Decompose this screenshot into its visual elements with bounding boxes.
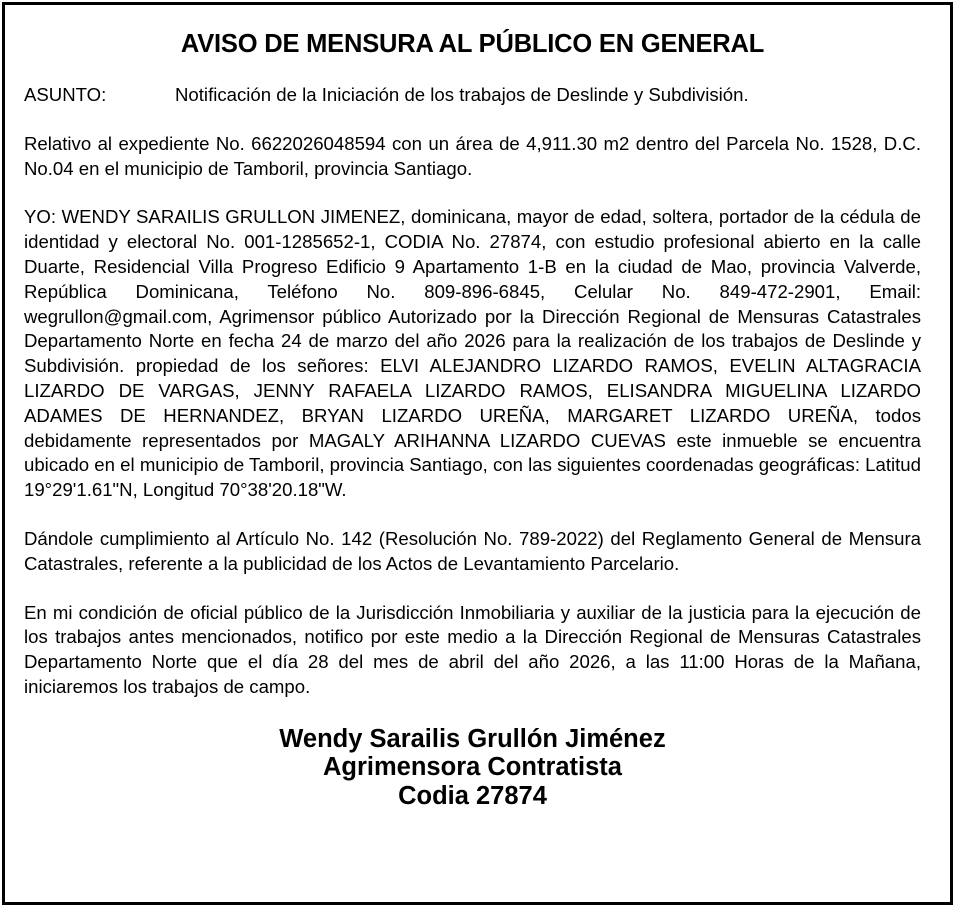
signature-role: Agrimensora Contratista [323,753,622,782]
signature-codia: Codia 27874 [398,781,547,810]
subject-line [24,83,921,108]
subject-text: Notificación de la Iniciación de los trabajos de Deslinde y Subdivisión. [175,84,749,105]
notice-document [24,30,921,810]
paragraph-expediente: Relativo al expediente No. 6622026048594 con un área de 4,911.30 m2 dentro del Parcela No. 1528, D.C. No.04 en el municipio de Tamboril, provincia Santiago. [24,132,921,179]
subject-label: ASUNTO: [24,84,107,105]
paragraph-declarant: YO: WENDY SARAILIS GRULLON JIMENEZ, dominicana, mayor de edad, soltera, portador de la cédula de identidad y electoral No. 001-1285652-1, CODIA No. 27874, con estudio profesional abierto en la calle Duarte, Residencial Villa Progreso Edificio 9 Apartamento 1-B en la ciudad de Mao, provincia Valverde, República Dominicana, Teléfono No. 809-896-6845, Celular No. 849-472-2901, Email: wegrullon@gmail.com, Agrimensor público Autorizado por la Dirección Regional de Mensuras Catastrales Departamento Norte en fecha 24 de marzo del año 2026 para la realización de los trabajos de Deslinde y Subdivisión. propiedad de los señores: ELVI ALEJANDRO LIZARDO RAMOS, EVELIN ALTAGRACIA LIZARDO DE VARGAS, JENNY RAFAELA LIZARDO RAMOS, ELISANDRA MIGUELINA LIZARDO ADAMES DE HERNANDEZ, BRYAN LIZARDO UREÑA, MARGARET LIZARDO UREÑA, todos debidamente representados por MAGALY ARIHANNA LIZARDO CUEVAS este inmueble se encuentra ubicado en el municipio de Tamboril, provincia Santiago, con las siguientes coordenadas geográficas: Latitud 19°29'1.61"N, Longitud 70°38'20.18"W. [24,206,921,501]
paragraph-notification: En mi condición de oficial público de la Jurisdicción Inmobiliaria y auxiliar de la justicia para la ejecución de los trabajos antes mencionados, notifico por este medio a la Dirección Regional de Mensuras Catastrales Departamento Norte que el día 28 del mes de abril del año 2026, a las 11:00 Horas de la Mañana, iniciaremos los trabajos de campo. [24,601,921,697]
signature-block [24,725,921,811]
signature-name: Wendy Sarailis Grullón Jiménez [279,724,666,753]
notice-title: AVISO DE MENSURA AL PÚBLICO EN GENERAL [180,30,765,58]
paragraph-article: Dándole cumplimiento al Artículo No. 142 (Resolución No. 789-2022) del Reglamento General de Mensura Catastrales, referente a la publicidad de los Actos de Levantamiento Parcelario. [24,527,921,574]
